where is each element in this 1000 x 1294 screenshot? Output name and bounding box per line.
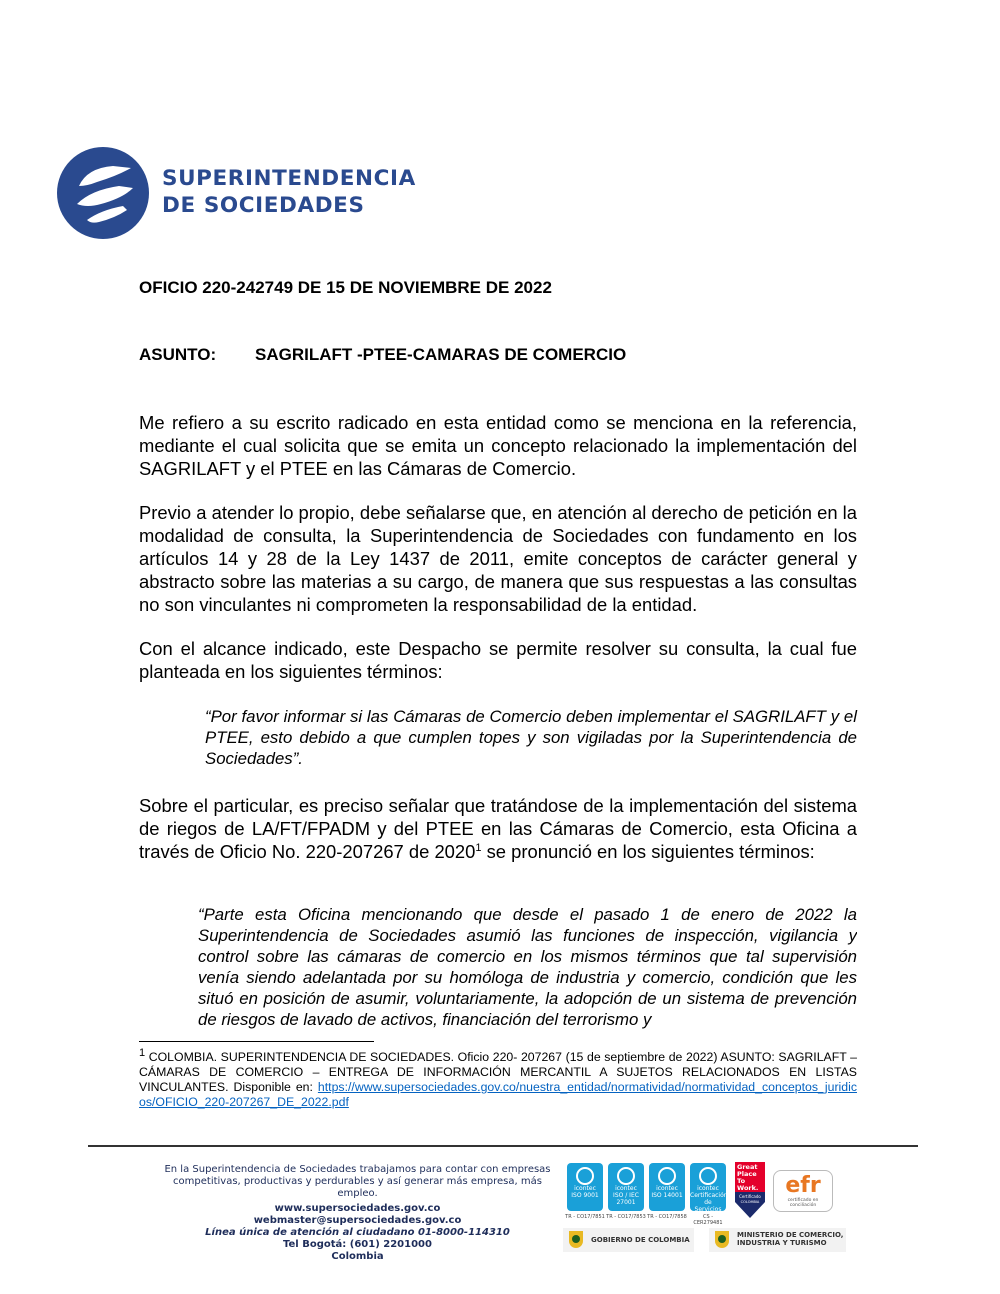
icontec-iso27001-badge: icontec ISO / IEC 27001 [608,1163,644,1211]
svg-text:Great: Great [737,1163,758,1171]
cert-code: TR - CO17/7853 [606,1214,646,1220]
footer-contact [160,1164,555,1263]
great-place-to-work-badge [735,1162,765,1218]
footnote-link[interactable]: https://www.supersociedades.gov.co/nuestra_entidad/normatividad/normatividad_conceptos_juridicos/OFICIO_220-207267_DE_2022.pdf [139,1080,857,1109]
paragraph-1: Me refiero a su escrito radicado en esta entidad como se menciona en la referencia, mediante el cual solicita que se emita un concepto relacionado la implementación del SAGRILAFT y el PTEE en las Cámaras de Comercio. [139,412,857,479]
efr-title: efr [785,1173,821,1198]
colombia-shield-icon [569,1231,583,1248]
paragraph-4 [139,794,857,863]
cert-code: TR - CO17/7858 [647,1214,687,1220]
cert-code: CS - CER279481 [693,1214,723,1226]
colombia-shield-icon [715,1231,729,1248]
footnote-ref[interactable]: 1 [475,841,482,854]
logo-text-line1: SUPERINTENDENCIA [162,166,416,191]
efr-subtitle: certificado en conciliación [787,1198,819,1208]
footnote [139,1046,857,1110]
svg-text:COLOMBIA: COLOMBIA [740,1200,760,1204]
ministerio-logo [709,1228,846,1252]
footer-divider [88,1145,918,1147]
footnote-divider [139,1041,374,1042]
gobierno-text: GOBIERNO DE COLOMBIA [591,1236,690,1244]
efr-badge [773,1170,833,1212]
icontec-icon [658,1167,676,1185]
footnote-number: 1 [139,1046,146,1059]
logo-text-line2: DE SOCIEDADES [162,193,365,218]
icontec-iso9001-badge: icontec ISO 9001 [567,1163,603,1211]
paragraph-3: Con el alcance indicado, este Despacho se permite resolver su consulta, la cual fue planteada en los siguientes términos: [139,638,857,682]
paragraph-4-tail: se pronunció en los siguientes términos: [481,841,815,862]
footer-phone-line: Línea única de atención al ciudadano 01-8000-114310 [205,1227,510,1238]
icontec-iso14001-badge: icontec ISO 14001 [649,1163,685,1211]
gobierno-colombia-logo [563,1228,694,1252]
paragraph-2: Previo a atender lo propio, debe señalarse que, en atención al derecho de petición en la modalidad de consulta, la Superintendencia de Sociedades con fundamento en los artículos 14 y 28 de la Ley 1437 de 2011, emite conceptos de carácter general y abstracto sobre las materias a su cargo, de manera que sus respuestas a las consultas no son vinculantes ni comprometen la responsabilidad de la entidad. [139,502,857,615]
ministerio-text: MINISTERIO DE COMERCIO, INDUSTRIA Y TURISMO [737,1231,844,1247]
oficio-quote: “Parte esta Oficina mencionando que desde el pasado 1 de enero de 2022 la Superintendencia de Sociedades asumió las funciones de inspección, vigilancia y control sobre las cámaras de comercio en los mismos términos que tal supervisión venía siendo adelantada por su homóloga de industria y comercio, condición que les situó en posición de asumir, voluntariamente, la adopción de un sistema de prevención de riesgos de lavado de activos, financiación del terrorismo y [198,905,857,1029]
logo-emblem-icon [57,146,153,240]
consulta-quote: “Por favor informar si las Cámaras de Comercio deben implementar el SAGRILAFT y el PTEE, esto debido a que cumplen topes y son vigiladas por la Superintendencia de Sociedades”. [205,707,857,768]
icontec-icon [617,1167,635,1185]
oficio-title: OFICIO 220-242749 DE 15 DE NOVIEMBRE DE 2022 [139,278,552,297]
svg-text:To: To [737,1177,746,1185]
svg-text:Certificado: Certificado [739,1194,761,1199]
superintendencia-logo [57,146,437,240]
footer-website[interactable]: www.supersociedades.gov.co [274,1203,441,1214]
asunto-value: SAGRILAFT -PTEE-CAMARAS DE COMERCIO [255,345,627,364]
paragraph-4-text: Sobre el particular, es preciso señalar que tratándose de la implementación del sistema de riegos de LA/FT/FPADM y del PTEE en las Cámaras de Comercio, esta Oficina a través de Oficio No. 220-207267 de 2020 [139,795,857,862]
icontec-icon [699,1167,717,1185]
svg-text:Work.: Work. [737,1184,759,1192]
footer-tel: Tel Bogotá: (601) 2201000 [283,1239,432,1250]
cert-code: TR - CO17/7851 [565,1214,605,1220]
footer-country: Colombia [331,1251,384,1262]
footnote-text: COLOMBIA. SUPERINTENDENCIA DE SOCIEDADES. Oficio 220- 207267 (15 de septiembre de 2022) ASUNTO: SAGRILAFT – CÁMARAS DE COMERCIO – ENTREGA DE INFORMACIÓN MERCANTIL A SUJETOS RELACIONADOS EN LISTAS VINCULANTES. Disponible en: [139,1050,857,1094]
footer-tagline: En la Superintendencia de Sociedades trabajamos para contar con empresas competitivas, productivas y perdurables y así generar más empresa, más empleo. [164,1164,551,1199]
icontec-icon [576,1167,594,1185]
icontec-servicios-badge: icontec Certificación de Servicios [690,1163,726,1211]
asunto-label: ASUNTO: [139,345,217,364]
svg-text:Place: Place [737,1170,757,1178]
footer-email[interactable]: webmaster@supersociedades.gov.co [253,1215,462,1226]
